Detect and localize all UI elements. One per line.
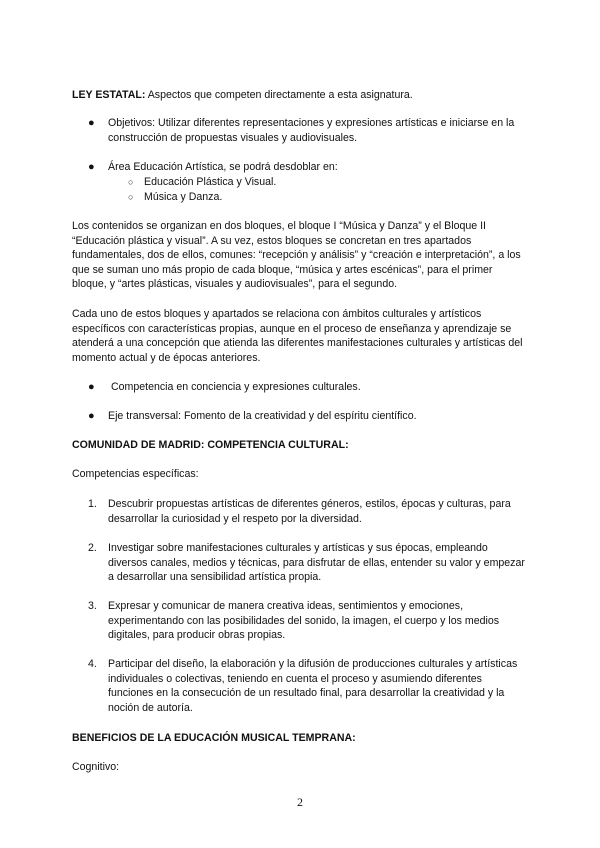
bullet-marker: ●	[88, 381, 95, 393]
bullet-area-educacion: Área Educación Artística, se podrá desdoblar en:	[108, 161, 338, 173]
item-number: 3.	[88, 600, 97, 612]
bullet-marker: ●	[88, 161, 95, 173]
bullet-marker: ●	[88, 410, 95, 422]
beneficios-heading: BENEFICIOS DE LA EDUCACIÓN MUSICAL TEMPRANA:	[72, 732, 356, 744]
item-text: Expresar y comunicar de manera creativa ideas, sentimientos y emociones, experimentando con las posibilidades del sonido, la imagen, el cuerpo y los medios digitales, para producir obras propias.	[108, 600, 500, 642]
item-number: 1.	[88, 498, 97, 510]
sub-bullet-plastica: Educación Plástica y Visual.	[144, 176, 277, 188]
bullet-marker: ●	[88, 117, 95, 129]
paragraph-bloques: Cada uno de estos bloques y apartados se relaciona con ámbitos culturales y artísticos específicos con características propias, aunque en el proceso de enseñanza y aprendizaje se atenderá a una concepción que atienda las diferentes manifestaciones culturales y artísticas del momento actual y de épocas anteriores.	[72, 308, 523, 364]
item-text: Descubrir propuestas artísticas de diferentes géneros, estilos, épocas y culturas, para desarrollar la curiosidad y el respeto por la diversidad.	[108, 498, 511, 525]
cognitivo-subtitle: Cognitivo:	[72, 761, 120, 773]
page-number: 2	[297, 795, 303, 809]
ley-estatal-heading-line	[72, 88, 532, 103]
comunidad-heading: COMUNIDAD DE MADRID: COMPETENCIA CULTURAL:	[72, 439, 349, 451]
competencias-subtitle: Competencias específicas:	[72, 468, 199, 480]
paragraph-contenidos: Los contenidos se organizan en dos bloques, el bloque I “Música y Danza” y el Bloque II “Educación plástica y visual”. A su vez, estos bloques se concretan en tres apartados fundamentales, dos de ellos, comunes: “recepción y análisis” y “creación e interpretación”, a los que se suman uno más propio de cada bloque, “música y artes escénicas”, para el primer bloque, y “artes plásticas, visuales y audiovisuales”, para el segundo.	[72, 220, 521, 291]
ley-estatal-intro: Aspectos que competen directamente a esta asignatura.	[145, 89, 413, 101]
ley-estatal-title: LEY ESTATAL:	[72, 89, 146, 101]
sub-bullet-marker: ○	[128, 192, 134, 202]
item-number: 2.	[88, 542, 97, 554]
bullet-eje-transversal: Eje transversal: Fomento de la creatividad y del espíritu científico.	[108, 410, 417, 422]
item-text: Participar del diseño, la elaboración y la difusión de producciones culturales y artísticas individuales o colectivas, teniendo en cuenta el proceso y asumiendo diferentes funciones en la consecución de un resultado final, para desarrollar la creatividad y la noción de autoría.	[108, 658, 518, 714]
item-number: 4.	[88, 658, 97, 670]
bullet-competencia: Competencia en conciencia y expresiones culturales.	[111, 381, 361, 393]
item-text: Investigar sobre manifestaciones culturales y artísticas y sus épocas, empleando diversos canales, medios y técnicas, para disfrutar de ellas, entender su valor y empezar a desarrollar una sensibilidad artística propia.	[108, 542, 525, 584]
bullet-objetivos: Objetivos: Utilizar diferentes representaciones y expresiones artísticas e iniciarse en la construcción de propuestas visuales y audiovisuales.	[108, 117, 515, 144]
sub-bullet-musica: Música y Danza.	[144, 191, 223, 203]
sub-bullet-marker: ○	[128, 177, 134, 187]
